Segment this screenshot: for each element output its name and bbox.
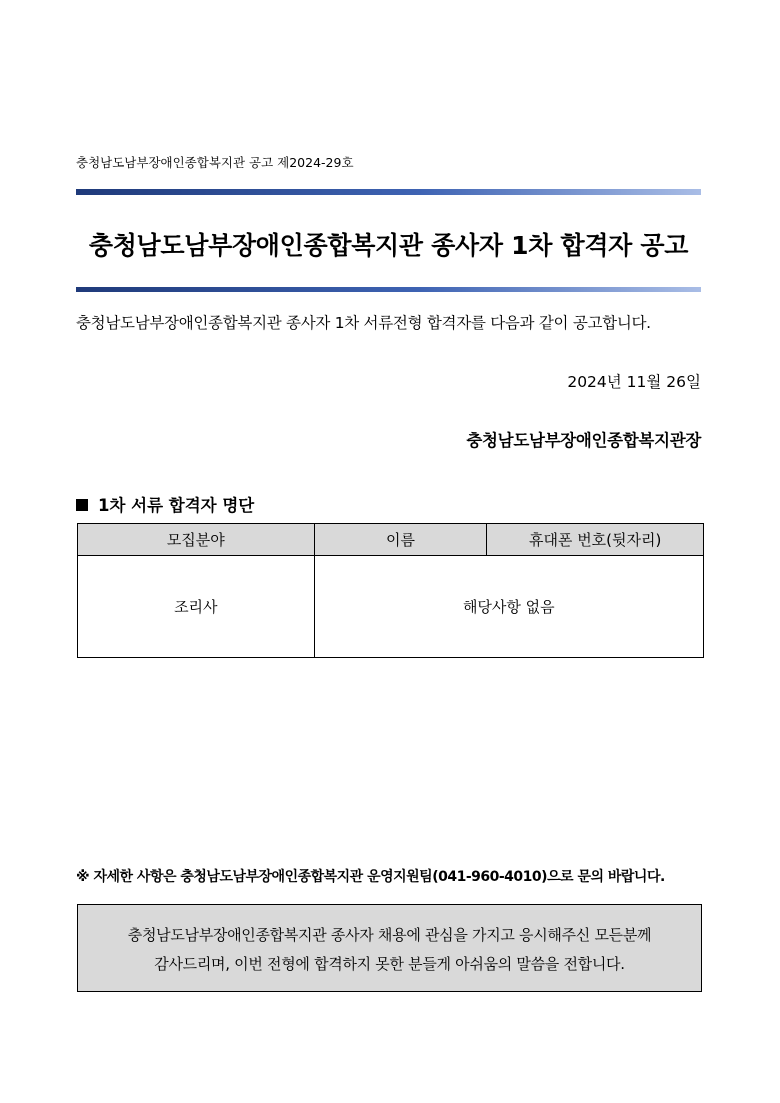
header-field: 모집분야 <box>78 524 315 556</box>
contact-note: ※ 자세한 사항은 충청남도남부장애인종합복지관 운영지원팀(041-960-4010)으로 문의 바랍니다. <box>76 869 665 885</box>
notice-date: 2024년 11월 26일 <box>567 373 701 391</box>
section-heading <box>76 492 254 516</box>
closing-message-box <box>77 904 702 992</box>
closing-line-1: 충청남도남부장애인종합복지관 종사자 채용에 관심을 가지고 응시해주신 모든분께 <box>127 926 652 944</box>
title-rule-bottom <box>76 287 701 292</box>
header-name: 이름 <box>314 524 487 556</box>
title-rule-top <box>76 189 701 195</box>
cell-field: 조리사 <box>78 556 315 658</box>
table-row <box>78 556 704 658</box>
section-heading-label: 1차 서류 합격자 명단 <box>98 496 255 515</box>
black-square-icon <box>76 499 88 511</box>
closing-line-2: 감사드리며, 이번 전형에 합격하지 못한 분들게 아쉬움의 말씀을 전합니다. <box>154 955 625 973</box>
header-phone: 휴대폰 번호(뒷자리) <box>487 524 704 556</box>
page-title: 충청남도남부장애인종합복지관 종사자 1차 합격자 공고 <box>88 231 689 260</box>
notice-number: 충청남도남부장애인종합복지관 공고 제2024-29호 <box>76 155 354 170</box>
cell-result: 해당사항 없음 <box>314 556 703 658</box>
issuer-name: 충청남도남부장애인종합복지관장 <box>466 431 701 450</box>
table-header-row <box>78 524 704 556</box>
intro-text: 충청남도남부장애인종합복지관 종사자 1차 서류전형 합격자를 다음과 같이 공고합니다. <box>76 314 651 332</box>
results-table <box>77 523 704 658</box>
